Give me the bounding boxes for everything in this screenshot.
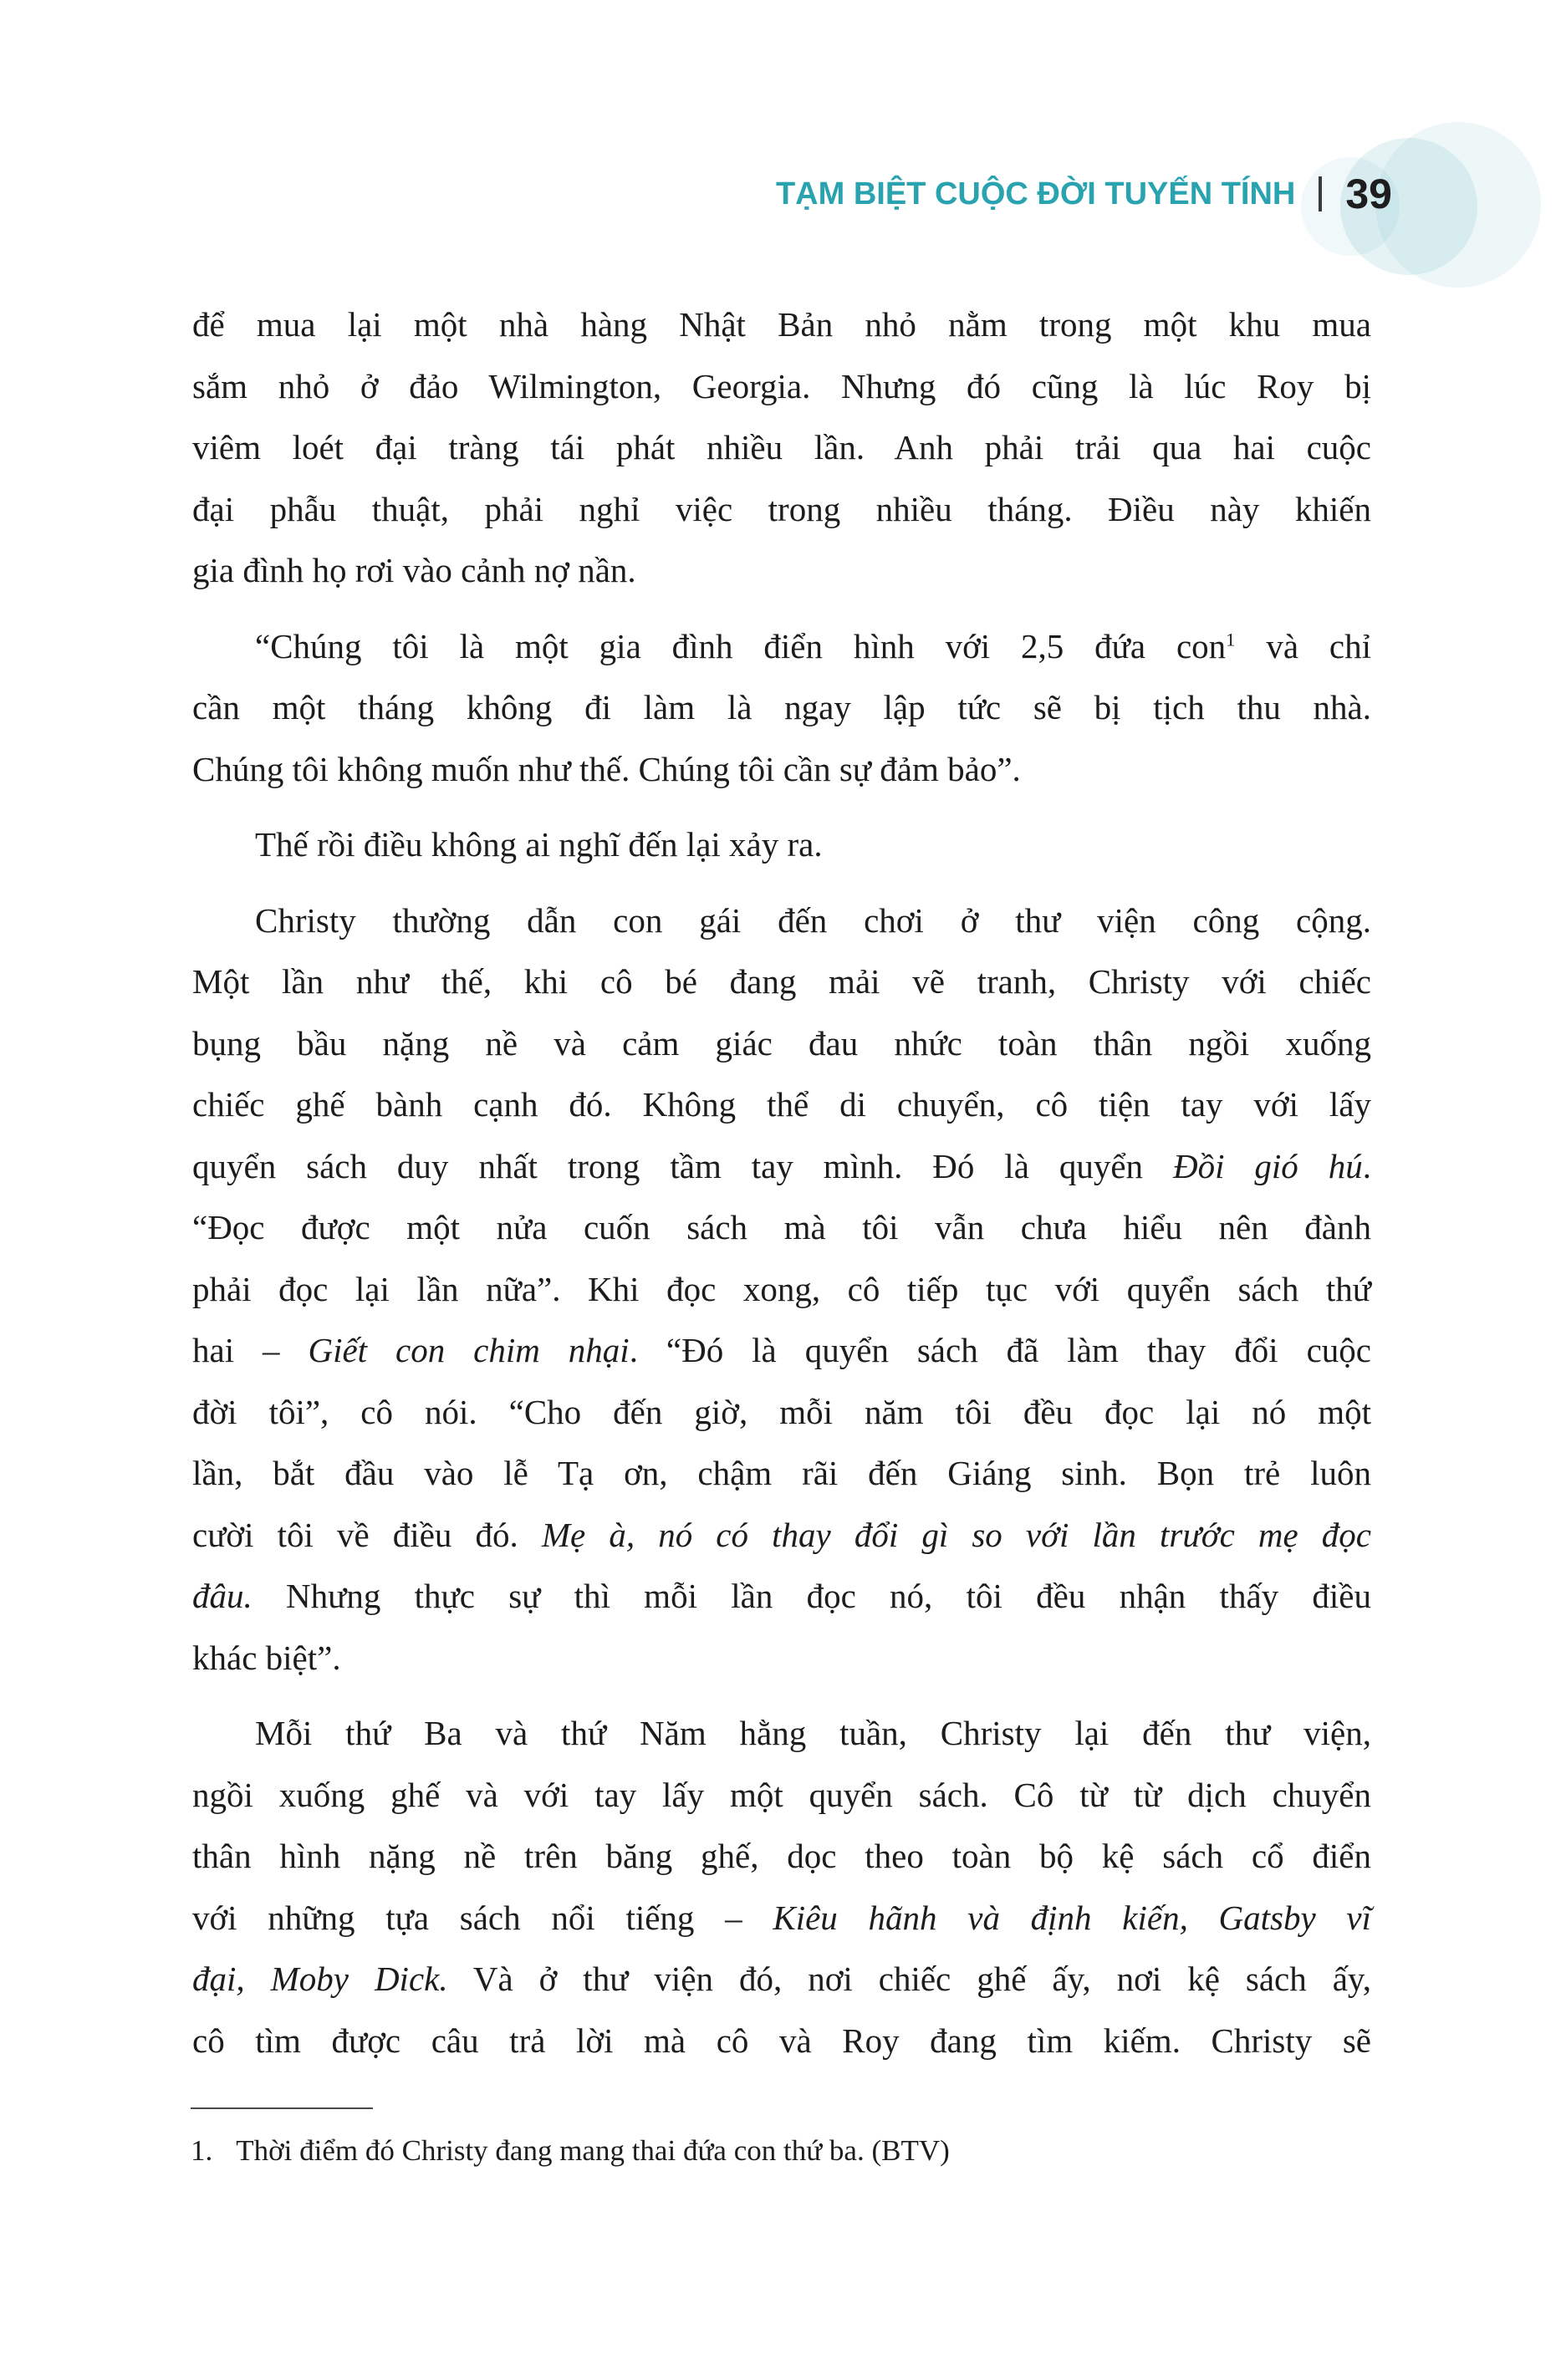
text-line (192, 1888, 1371, 1949)
paragraph (192, 616, 1371, 801)
footnote-reference: 1 (1226, 628, 1236, 650)
page-number: 39 (1345, 171, 1392, 217)
header-separator (1319, 176, 1322, 211)
text-segment: đại phẫu thuật, phải nghỉ việc trong nhiều tháng. Điều này khiến (192, 489, 1371, 528)
paragraph (192, 294, 1371, 602)
text-line (192, 739, 1371, 801)
text-line (192, 890, 1371, 952)
italic-text-segment: đâu. (192, 1577, 253, 1615)
text-line (192, 616, 1371, 678)
paragraph (192, 1703, 1371, 2072)
text-segment: lần, bắt đầu vào lễ Tạ ơn, chậm rãi đến Giáng sinh. Bọn trẻ luôn (192, 1454, 1371, 1492)
text-segment: . “Đó là quyển sách đã làm thay đổi cuộc (629, 1331, 1371, 1369)
page-header (776, 170, 1392, 218)
text-line (192, 417, 1371, 479)
italic-text-segment: Đồi gió hú (1172, 1146, 1363, 1185)
paragraph (192, 814, 1371, 876)
text-segment: Nhưng thực sự thì mỗi lần đọc nó, tôi đều nhận thấy điều (252, 1577, 1371, 1615)
text-line (192, 356, 1371, 418)
text-line (192, 677, 1371, 739)
text-line (192, 814, 1371, 876)
text-segment: khác biệt”. (192, 1638, 341, 1677)
text-segment: với những tựa sách nổi tiếng – (192, 1898, 773, 1937)
text-line (192, 1197, 1371, 1259)
text-segment: Mỗi thứ Ba và thứ Năm hằng tuần, Christy lại đến thư viện, (255, 1714, 1371, 1752)
text-segment: hai – (192, 1331, 309, 1369)
text-line (192, 1443, 1371, 1505)
text-line (192, 1320, 1371, 1382)
text-line (192, 1136, 1371, 1198)
footnote-text: Thời điểm đó Christy đang mang thai đứa con thứ ba. (BTV) (236, 2134, 950, 2167)
text-line (192, 1566, 1371, 1628)
paragraph (192, 890, 1371, 1689)
text-segment: . (1362, 1146, 1371, 1185)
text-line (192, 1765, 1371, 1827)
text-segment: chiếc ghế bành cạnh đó. Không thể di chuyển, cô tiện tay với lấy (192, 1085, 1371, 1124)
text-segment: ngồi xuống ghế và với tay lấy một quyển sách. Cô từ từ dịch chuyển (192, 1775, 1371, 1814)
text-line (192, 1382, 1371, 1444)
text-line (192, 294, 1371, 356)
italic-text-segment: Mẹ à, nó có thay đổi gì so với lần trước mẹ đọc (541, 1515, 1371, 1554)
text-segment: Một lần như thế, khi cô bé đang mải vẽ tranh, Christy với chiếc (192, 962, 1371, 1001)
text-line (192, 1703, 1371, 1765)
text-line (192, 1074, 1371, 1136)
text-segment: cần một tháng không đi làm là ngay lập tức sẽ bị tịch thu nhà. (192, 688, 1371, 726)
italic-text-segment: Kiêu hãnh và định kiến, Gatsby vĩ (773, 1898, 1371, 1937)
text-line (192, 2011, 1371, 2072)
footnote-rule (191, 2107, 373, 2109)
text-segment: Christy thường dẫn con gái đến chơi ở thư viện công cộng. (255, 900, 1371, 940)
text-segment: “Đọc được một nửa cuốn sách mà tôi vẫn chưa hiểu nên đành (192, 1208, 1371, 1246)
text-segment: quyển sách duy nhất trong tầm tay mình. Đó là quyển (192, 1146, 1173, 1185)
text-segment: cô tìm được câu trả lời mà cô và Roy đang tìm kiếm. Christy sẽ (192, 2021, 1371, 2060)
text-line (192, 1826, 1371, 1888)
italic-text-segment: Giết con chim nhại (308, 1331, 630, 1369)
body-text-block (192, 294, 1371, 2072)
text-line (192, 1259, 1371, 1321)
text-segment: để mua lại một nhà hàng Nhật Bản nhỏ nằm trong một khu mua (192, 305, 1371, 344)
text-segment: Chúng tôi không muốn như thế. Chúng tôi cần sự đảm bảo”. (192, 749, 1021, 788)
footnote (191, 2130, 1370, 2172)
text-segment: đời tôi”, cô nói. “Cho đến giờ, mỗi năm tôi đều đọc lại nó một (192, 1392, 1371, 1431)
text-segment: thân hình nặng nề trên băng ghế, dọc theo toàn bộ kệ sách cổ điển (192, 1837, 1371, 1875)
text-segment: “Chúng tôi là một gia đình điển hình với 2,5 đứa con (255, 626, 1227, 665)
text-line (192, 1013, 1371, 1075)
text-segment: Và ở thư viện đó, nơi chiếc ghế ấy, nơi kệ sách ấy, (447, 1960, 1371, 1998)
text-line (192, 1949, 1371, 2011)
text-segment: gia đình họ rơi vào cảnh nợ nần. (192, 551, 636, 589)
text-line (192, 1628, 1371, 1689)
running-header-title: TẠM BIỆT CUỘC ĐỜI TUYẾN TÍNH (775, 176, 1296, 211)
text-line (192, 1505, 1371, 1567)
text-segment: phải đọc lại lần nữa”. Khi đọc xong, cô tiếp tục với quyển sách thứ (192, 1269, 1371, 1308)
italic-text-segment: đại, Moby Dick. (192, 1960, 448, 1998)
text-segment: Thế rồi điều không ai nghĩ đến lại xảy ra. (255, 825, 823, 864)
text-line (192, 479, 1371, 541)
text-segment: viêm loét đại tràng tái phát nhiều lần. Anh phải trải qua hai cuộc (192, 428, 1371, 466)
text-segment: bụng bầu nặng nề và cảm giác đau nhức toàn thân ngồi xuống (192, 1023, 1371, 1063)
text-segment: sắm nhỏ ở đảo Wilmington, Georgia. Nhưng đó cũng là lúc Roy bị (192, 366, 1371, 405)
text-segment: và chỉ (1235, 626, 1371, 665)
text-line (192, 540, 1371, 602)
text-line (192, 951, 1371, 1013)
text-segment: cười tôi về điều đó. (192, 1515, 542, 1554)
footnote-marker: 1. (191, 2134, 213, 2167)
